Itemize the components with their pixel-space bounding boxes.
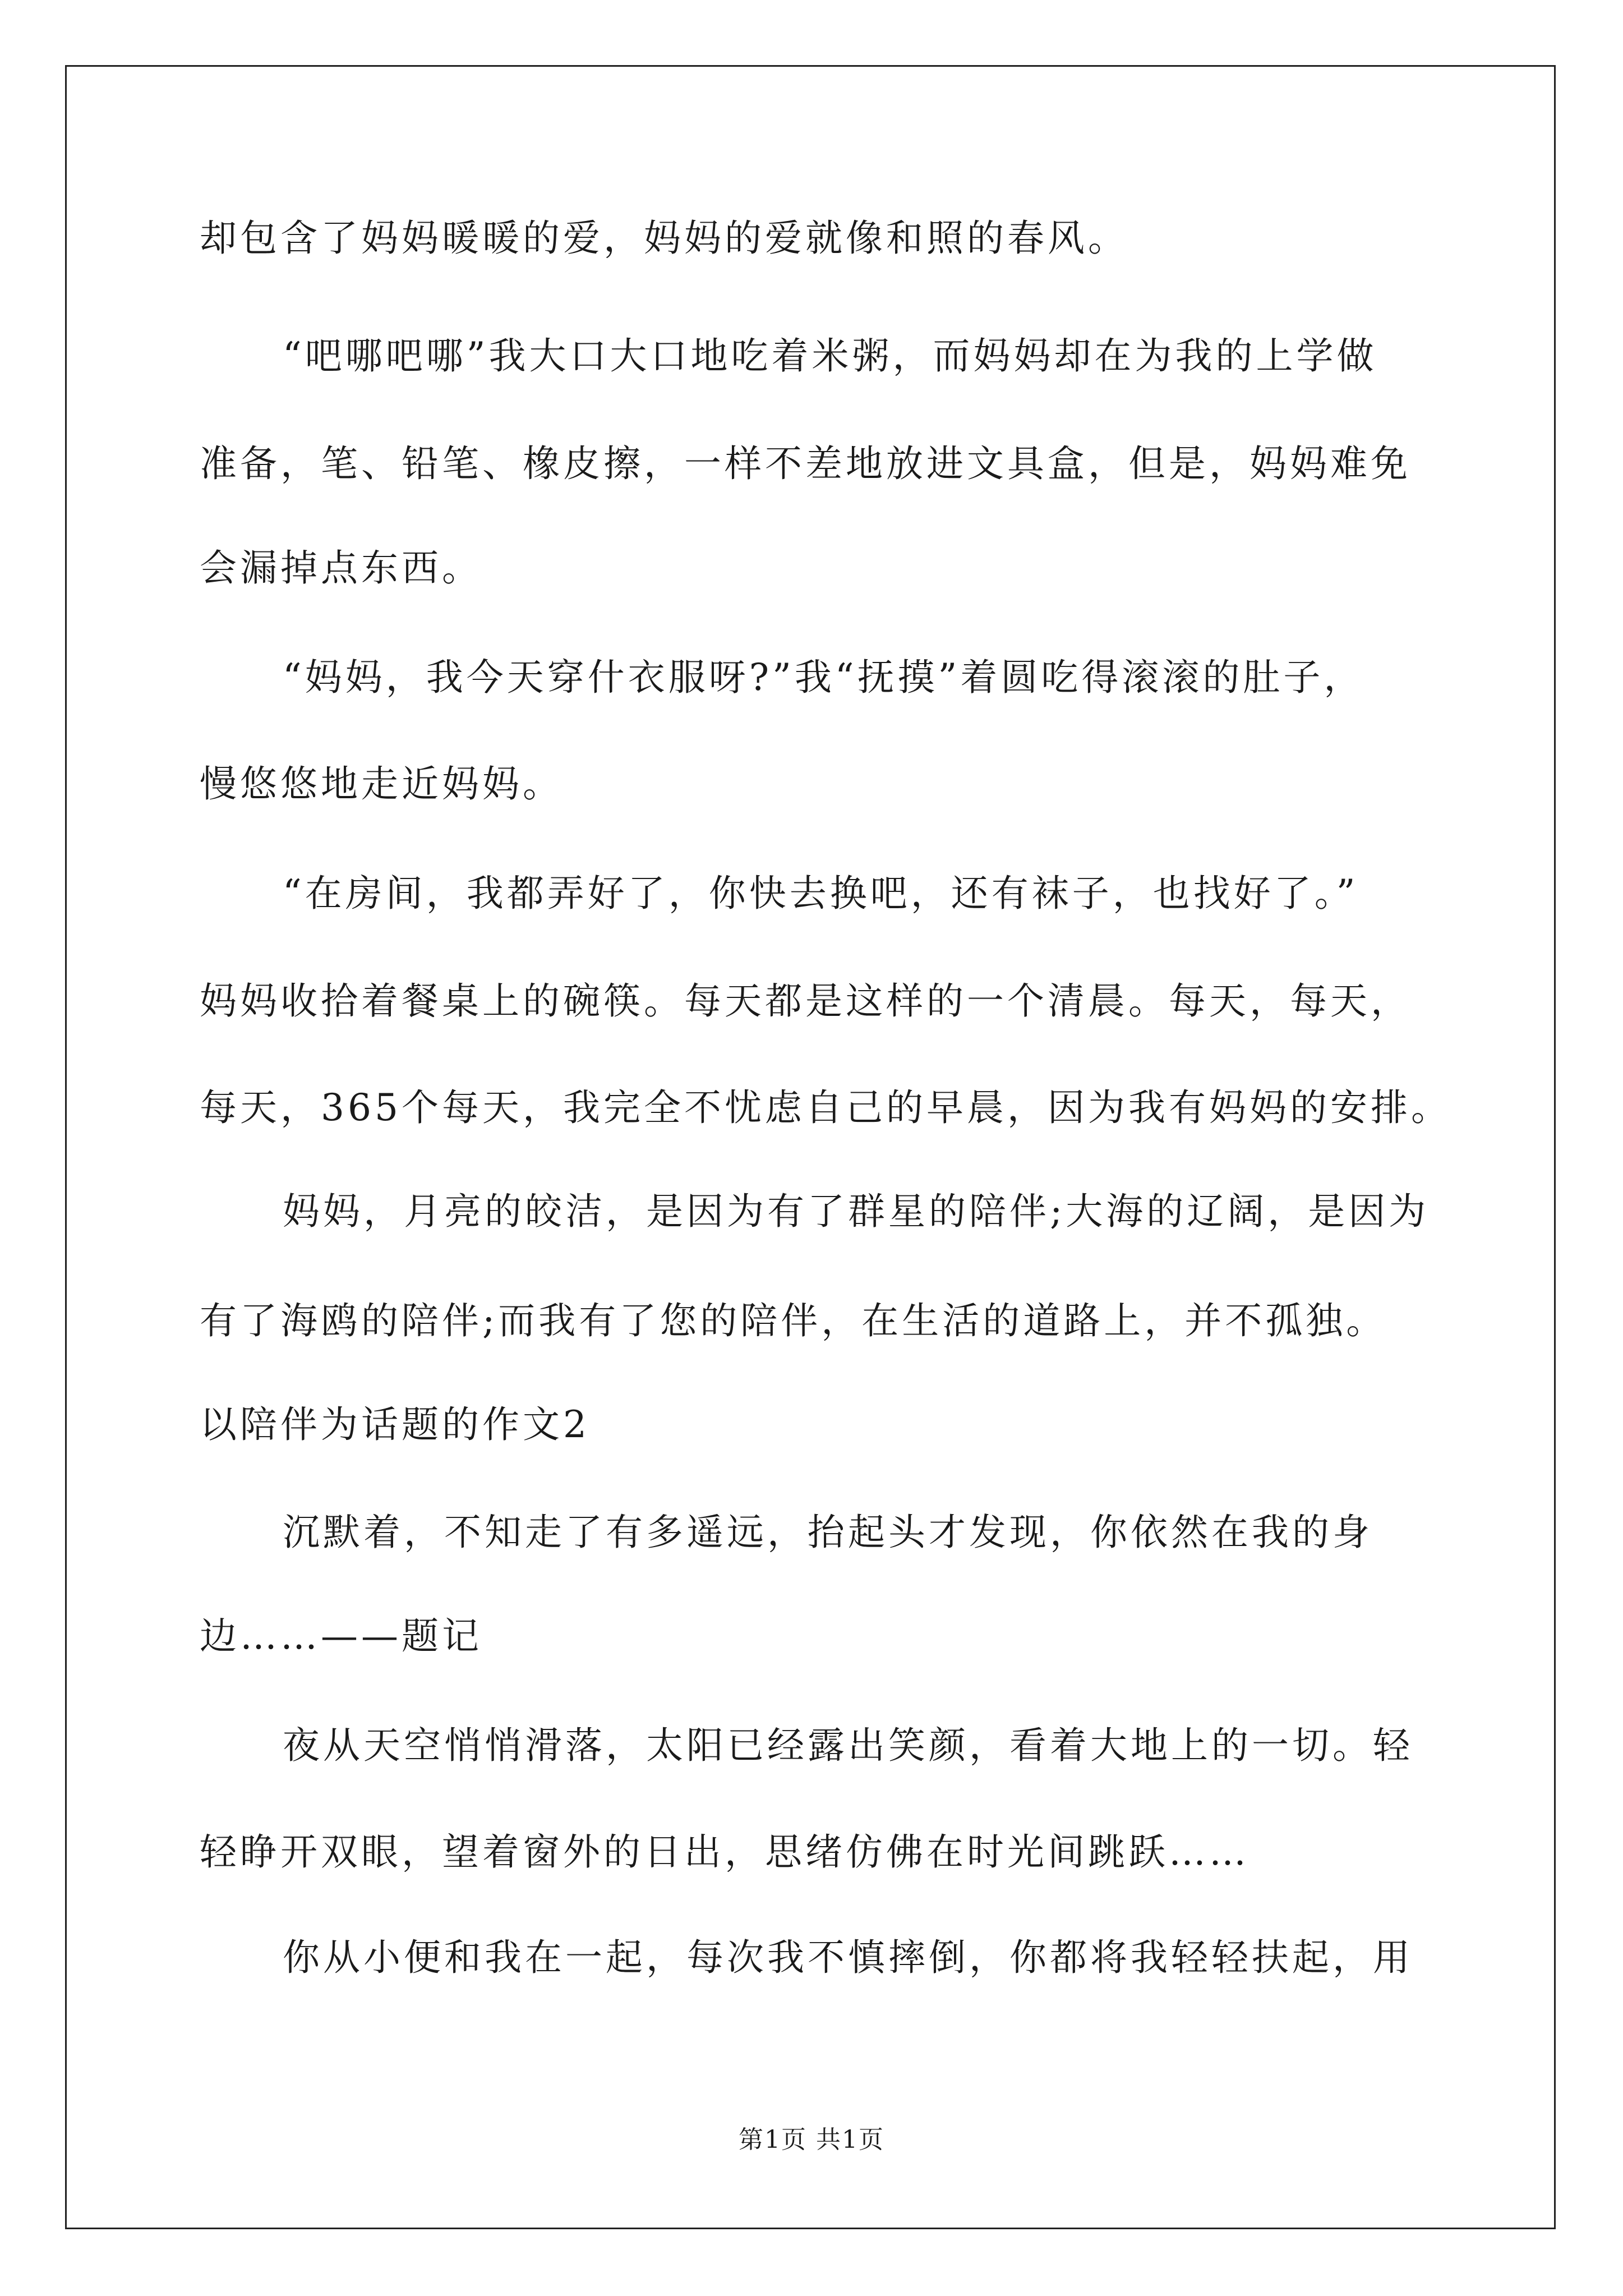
text-line: “在房间，我都弄好了，你快去换吧，还有袜子，也找好了。” — [283, 872, 1359, 915]
text-line: 边……——题记 — [200, 1614, 482, 1658]
text-line: 沉默着，不知走了有多遥远，抬起头才发现，你依然在我的身 — [283, 1511, 1373, 1554]
text-line: 慢悠悠地走近妈妈。 — [200, 762, 563, 806]
page-footer: 第1页 共1页 — [739, 2125, 884, 2154]
text-line: 每天，365个每天，我完全不忧虑自己的早晨，因为我有妈妈的安排。 — [200, 1086, 1451, 1129]
text-line: 有了海鸥的陪伴;而我有了您的陪伴，在生活的道路上，并不孤独。 — [200, 1299, 1387, 1342]
text-line: 轻睁开双眼，望着窗外的日出，思绪仿佛在时光间跳跃…… — [200, 1830, 1249, 1874]
text-line: 会漏掉点东西。 — [200, 546, 482, 590]
text-line: “妈妈，我今天穿什衣服呀?”我“抚摸”着圆吃得滚滚的肚子， — [283, 656, 1364, 699]
section-heading: 以陪伴为话题的作文2 — [200, 1403, 590, 1446]
text-line: 你从小便和我在一起，每次我不慎摔倒，你都将我轻轻扶起，用 — [283, 1936, 1413, 1979]
text-line: 却包含了妈妈暖暖的爱，妈妈的爱就像和照的春风。 — [200, 217, 1128, 260]
page-border — [65, 65, 1556, 2229]
text-line: 夜从天空悄悄滑落，太阳已经露出笑颜，看着大地上的一切。轻 — [283, 1724, 1413, 1767]
text-line: 妈妈，月亮的皎洁，是因为有了群星的陪伴;大海的辽阔，是因为 — [283, 1190, 1430, 1233]
text-line: 妈妈收拾着餐桌上的碗筷。每天都是这样的一个清晨。每天，每天， — [200, 979, 1411, 1023]
text-line: 准备，笔、铅笔、橡皮擦，一样不差地放进文具盒，但是，妈妈难免 — [200, 442, 1411, 485]
text-line: “吧哪吧哪”我大口大口地吃着米粥，而妈妈却在为我的上学做 — [283, 334, 1377, 378]
